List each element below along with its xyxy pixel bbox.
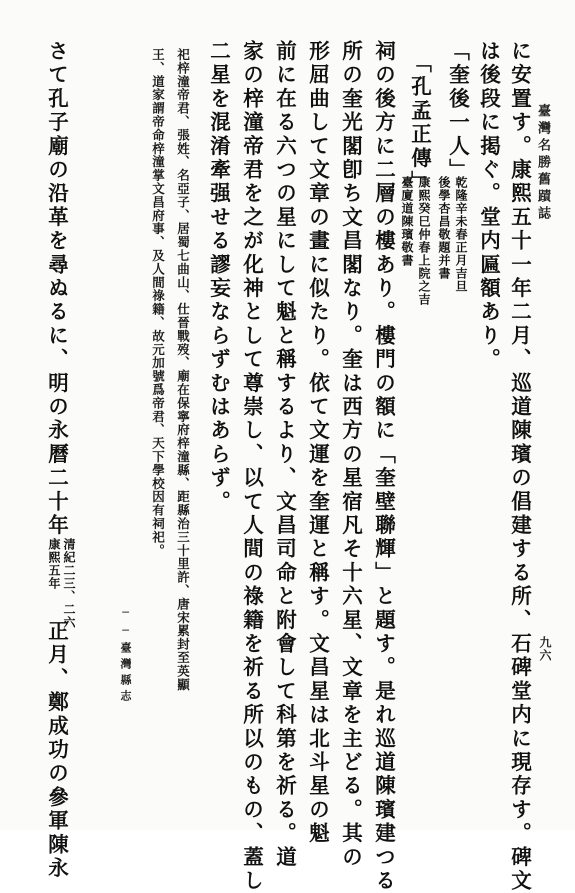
text-line-9: さて孔子廟の沿革を尋ぬるに、明の永曆二十年 (44, 40, 69, 538)
text-line-8: 二星を混淆牽强せる謬妄ならずむはあらず。 (206, 40, 231, 514)
page-number: 九六 (538, 636, 552, 662)
inscription-date-2: 康熙癸巳仲春上院之吉 (417, 176, 431, 306)
annotation-line-1: 祀梓潼帝君、張姓、名亞子、居蜀七曲山、仕晉戰歿、廟在保寧府梓潼縣、距縣治三十里許、唐宋累封至英顯 (175, 48, 191, 692)
inscription-author-2: 臺廈道陳璸敬書 (400, 176, 414, 267)
text-line-10: 正月、鄭成功の參軍陳永 (44, 620, 69, 881)
text-line-5: 形屈曲して文章の畫に似たり。依て文運を奎運と稱す。文昌星は北斗星の魁 (305, 40, 330, 846)
inscription-title-2: 「孔孟正傳」 (407, 52, 432, 195)
text-line-3: 祠の後方に二層の樓あり。樓門の額に「奎壁聯輝」と題す。是れ巡道陳璸建つる (371, 40, 396, 893)
annotation-line-2: 王、道家謂帝命梓潼掌文昌府事、及人間祿籍、故元加號爲帝君、天下學校因有祠祀。 (150, 48, 166, 558)
date-note-1: 清紀二三、二六 (62, 538, 76, 629)
date-note-2: 康熙五年 (47, 538, 61, 590)
source-mark: ──臺灣縣志 (119, 606, 132, 706)
text-line-2: は後段に掲ぐ。堂内匾額あり。 (476, 40, 501, 372)
text-line-6: 前に在る六つの星にして魁と稱するより、文昌司命と附會して科第を祈る。道 (272, 40, 297, 870)
text-line-1: に安置す。康熙五十一年二月、巡道陳璸の倡建する所、石碑堂内に現存す。碑文 (507, 40, 532, 893)
inscription-title-1: 「奎後一人」 (445, 40, 470, 183)
text-line-4: 所の奎光閣卽ち文昌閣なり。奎は西方の星宿凡そ十六星、文章を主どる。其の (338, 40, 363, 870)
inscription-date-1: 乾隆辛未春正月吉旦 (454, 176, 468, 293)
text-line-7: 家の梓潼帝君を之が化神として尊崇し、以て人間の祿籍を祈る所以のもの、蓋し (239, 40, 264, 893)
inscription-author-1: 後學杏昌敬題并書 (437, 176, 451, 280)
running-header: 臺灣名勝舊蹟誌 (535, 104, 550, 223)
